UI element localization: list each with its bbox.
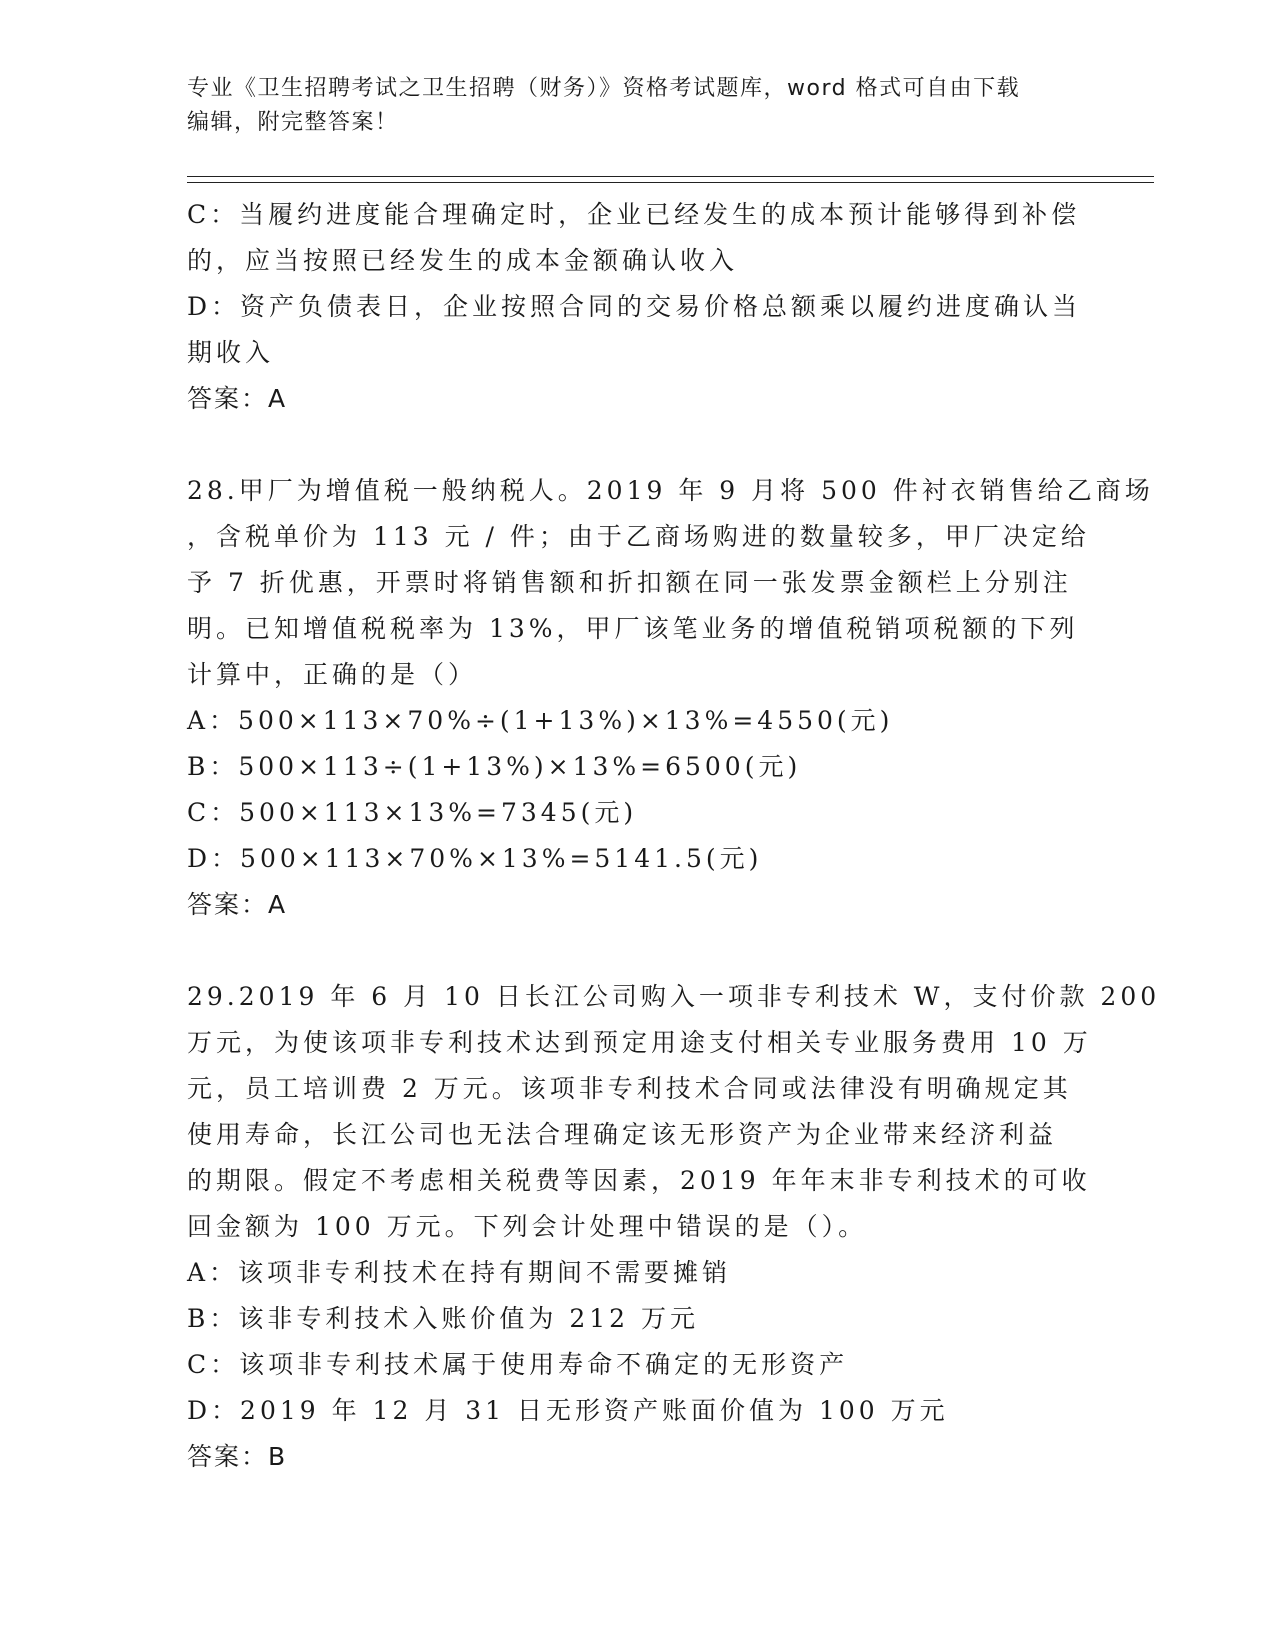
question-28-stem-line: 予 7 折优惠，开票时将销售额和折扣额在同一张发票金额栏上分别注	[187, 568, 1072, 597]
question-29	[187, 974, 1161, 1480]
question-28-option-c: C：500×113×13%=7345(元)	[187, 798, 638, 827]
question-29-option-d: D：2019 年 12 月 31 日无形资产账面价值为 100 万元	[187, 1396, 949, 1425]
question-29-option-c: C：该项非专利技术属于使用寿命不确定的无形资产	[187, 1350, 849, 1379]
spacer	[187, 422, 1092, 468]
question-29-option-a: A：该项非专利技术在持有期间不需要摊销	[187, 1258, 732, 1287]
answer-28: 答案：A	[187, 890, 288, 919]
question-29-option-b: B：该非专利技术入账价值为 212 万元	[187, 1304, 699, 1333]
question-29-stem-line: 回金额为 100 万元。下列会计处理中错误的是（）。	[187, 1212, 868, 1241]
header-divider-top	[187, 176, 1154, 177]
question-29-stem-line: 元，员工培训费 2 万元。该项非专利技术合同或法律没有明确规定其	[187, 1074, 1072, 1103]
option-d-line-2: 期收入	[187, 338, 275, 367]
spacer	[187, 928, 1092, 974]
document-body	[187, 192, 1161, 1480]
answer-27: 答案：A	[187, 384, 288, 413]
header-line-2: 编辑，附完整答案！	[187, 110, 399, 135]
document-header	[187, 72, 1087, 140]
question-29-stem-line: 29.2019 年 6 月 10 日长江公司购入一项非专利技术 W，支付价款 200	[187, 982, 1161, 1011]
option-c-line-1: C：当履约进度能合理确定时，企业已经发生的成本预计能够得到补偿	[187, 200, 1081, 229]
question-28-option-d: D：500×113×70%×13%=5141.5(元)	[187, 844, 763, 873]
question-28-option-b: B：500×113÷(1+13%)×13%=6500(元)	[187, 752, 802, 781]
question-28-stem-line: 计算中，正确的是（）	[187, 660, 478, 689]
header-divider-bottom	[187, 182, 1154, 183]
question-28-stem-line: ，含税单价为 113 元 / 件；由于乙商场购进的数量较多，甲厂决定给	[187, 522, 1090, 551]
question-28	[187, 468, 1154, 928]
question-28-stem-line: 28.甲厂为增值税一般纳税人。2019 年 9 月将 500 件衬衣销售给乙商场	[187, 476, 1154, 505]
option-d-line-1: D：资产负债表日，企业按照合同的交易价格总额乘以履约进度确认当	[187, 292, 1082, 321]
answer-29: 答案：B	[187, 1442, 288, 1471]
question-28-stem-line: 明。已知增值税税率为 13%，甲厂该笔业务的增值税销项税额的下列	[187, 614, 1079, 643]
question-28-option-a: A：500×113×70%÷(1+13%)×13%=4550(元)	[187, 706, 894, 735]
option-c-line-2: 的，应当按照已经发生的成本金额确认收入	[187, 246, 739, 275]
question-29-stem-line: 的期限。假定不考虑相关税费等因素，2019 年年末非专利技术的可收	[187, 1166, 1091, 1195]
question-29-stem-line: 万元，为使该项非专利技术达到预定用途支付相关专业服务费用 10 万	[187, 1028, 1092, 1057]
question-27-tail	[187, 192, 1092, 422]
question-29-stem-line: 使用寿命，长江公司也无法合理确定该无形资产为企业带来经济利益	[187, 1120, 1058, 1149]
header-line-1: 专业《卫生招聘考试之卫生招聘（财务）》资格考试题库，word 格式可自由下载	[187, 76, 1021, 101]
